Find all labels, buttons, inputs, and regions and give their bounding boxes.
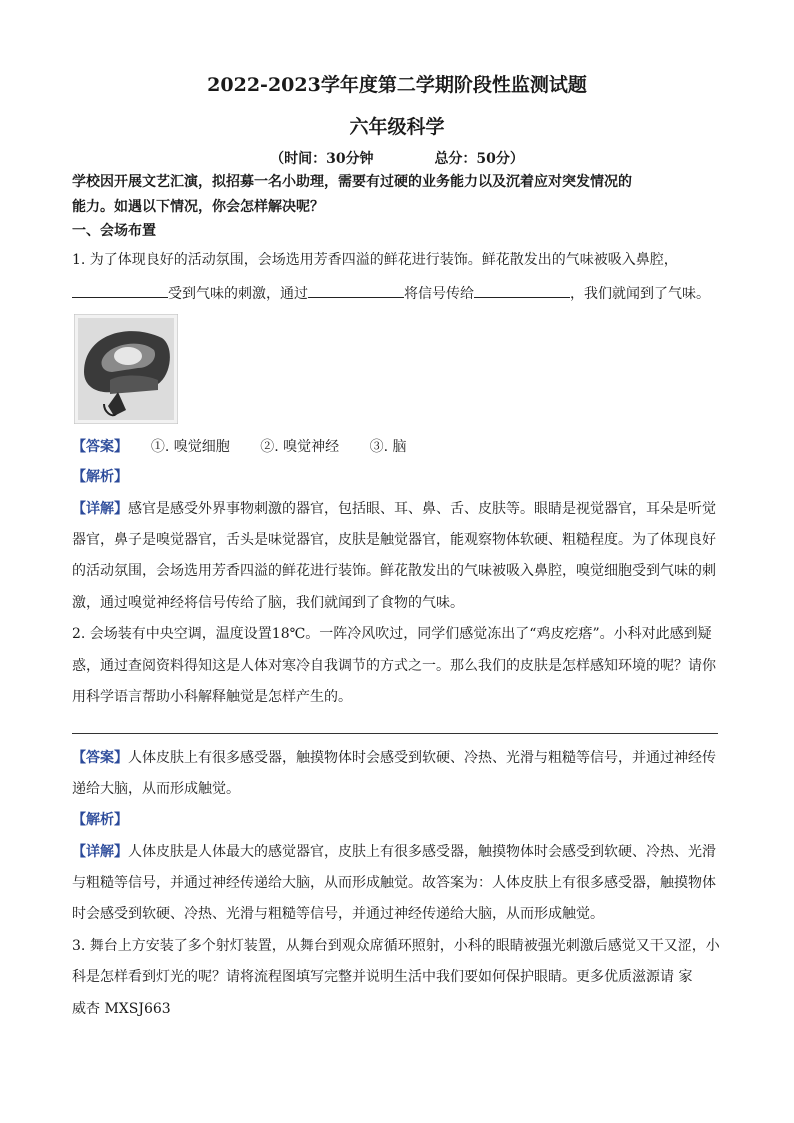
q1-detail-4: 激，通过嗅觉神经将信号传给了脑，我们就闻到了食物的气味。 bbox=[72, 595, 464, 611]
q1-answer-2: ②. 嗅觉神经 bbox=[260, 439, 340, 455]
q3-line-3: 威杏 MXSJ663 bbox=[72, 1001, 171, 1017]
q1-detail-text-1: 感官是感受外界事物刺激的器官，包括眼、耳、鼻、舌、皮肤等。眼睛是视觉器官，耳朵是听觉 bbox=[128, 501, 716, 517]
q1-detail-2: 器官，鼻子是嗅觉器官，舌头是味觉器官，皮肤是触觉器官，能观察物体软硬、粗糙程度。为了体现良好 bbox=[72, 532, 716, 548]
q3-line-2: 科是怎样看到灯光的呢？请将流程图填写完整并说明生活中我们要如何保护眼睛。更多优质滋源请 家 bbox=[72, 969, 693, 985]
q2-detail-3: 时会感受到软硬、冷热、光滑与粗糙等信号，并通过神经传递给大脑，从而形成触觉。 bbox=[72, 906, 604, 922]
q1-part-b: 将信号传给 bbox=[404, 286, 474, 302]
q1-answer bbox=[72, 437, 732, 457]
q2-line-1: 2. 会场装有中央空调，温度设置18℃。一阵冷风吹过，同学们感觉冻出了“鸡皮疙瘩”。小科对此感到疑 bbox=[72, 626, 712, 642]
q3-line-1: 3. 舞台上方安装了多个射灯装置，从舞台到观众席循环照射，小科的眼睛被强光刺激后感觉又干又涩，小 bbox=[72, 938, 720, 954]
q1-analysis-tag: 【解析】 bbox=[72, 469, 128, 485]
q1-blank-2[interactable] bbox=[308, 283, 404, 298]
q2-line-2: 惑，通过查阅资料得知这是人体对寒冷自我调节的方式之一。那么我们的皮肤是怎样感知环境的呢？请你 bbox=[72, 658, 716, 674]
exam-title: 2022-2023学年度第二学期阶段性监测试题 bbox=[207, 74, 587, 96]
q1-detail-1 bbox=[72, 499, 732, 519]
q2-detail-text-1: 人体皮肤是人体最大的感觉器官，皮肤上有很多感受器，触摸物体时会感受到软硬、冷热、光滑 bbox=[128, 844, 716, 860]
q1-part-c: ，我们就闻到了气味。 bbox=[570, 286, 710, 302]
q2-detail-2: 与粗糙等信号，并通过神经传递给大脑，从而形成触觉。故答案为：人体皮肤上有很多感受器，触摸物体 bbox=[72, 875, 716, 891]
nose-brain-diagram bbox=[74, 314, 178, 424]
subject-title: 六年级科学 bbox=[349, 116, 445, 138]
q2-line-3: 用科学语言帮助小科解释触觉是怎样产生的。 bbox=[72, 689, 352, 705]
q2-analysis bbox=[72, 810, 732, 830]
section-heading: 一、会场布置 bbox=[72, 223, 156, 239]
q2-analysis-tag: 【解析】 bbox=[72, 812, 128, 828]
q1-line-1: 1. 为了体现良好的活动氛围，会场选用芳香四溢的鲜花进行装饰。鲜花散发出的气味被吸入鼻腔， bbox=[72, 252, 678, 268]
q2-answer-text-1: 人体皮肤上有很多感受器，触摸物体时会感受到软硬、冷热、光滑与粗糙等信号，并通过神经传 bbox=[128, 750, 716, 766]
exam-info bbox=[0, 148, 794, 168]
q1-answer-1: ①. 嗅觉细胞 bbox=[150, 439, 230, 455]
q1-detail-tag: 【详解】 bbox=[72, 501, 128, 517]
q1-detail-3: 的活动氛围，会场选用芳香四溢的鲜花进行装饰。鲜花散发出的气味被吸入鼻腔，嗅觉细胞受到气味的刺 bbox=[72, 563, 716, 579]
q1-analysis bbox=[72, 467, 732, 487]
q2-answer-1 bbox=[72, 748, 732, 768]
q1-blank-1[interactable] bbox=[72, 283, 168, 298]
exam-time: （时间：30分钟 bbox=[270, 151, 374, 167]
intro-line-2: 能力。如遇以下情况，你会怎样解决呢？ bbox=[72, 199, 324, 215]
intro-line-1: 学校因开展文艺汇演，拟招募一名小助理，需要有过硬的业务能力以及沉着应对突发情况的 bbox=[72, 174, 632, 190]
q1-line-2 bbox=[72, 283, 732, 304]
q2-answer-line[interactable] bbox=[72, 733, 718, 734]
exam-score: 总分：50分） bbox=[434, 151, 524, 167]
q2-answer-tag: 【答案】 bbox=[72, 750, 128, 766]
q1-part-a: 受到气味的刺激，通过 bbox=[168, 286, 308, 302]
q1-answer-tag: 【答案】 bbox=[72, 439, 128, 455]
q2-detail-tag: 【详解】 bbox=[72, 844, 128, 860]
q1-answer-3: ③. 脑 bbox=[369, 439, 407, 455]
q2-detail-1 bbox=[72, 842, 732, 862]
q1-blank-3[interactable] bbox=[474, 283, 570, 298]
q2-answer-2: 递给大脑，从而形成触觉。 bbox=[72, 781, 240, 797]
